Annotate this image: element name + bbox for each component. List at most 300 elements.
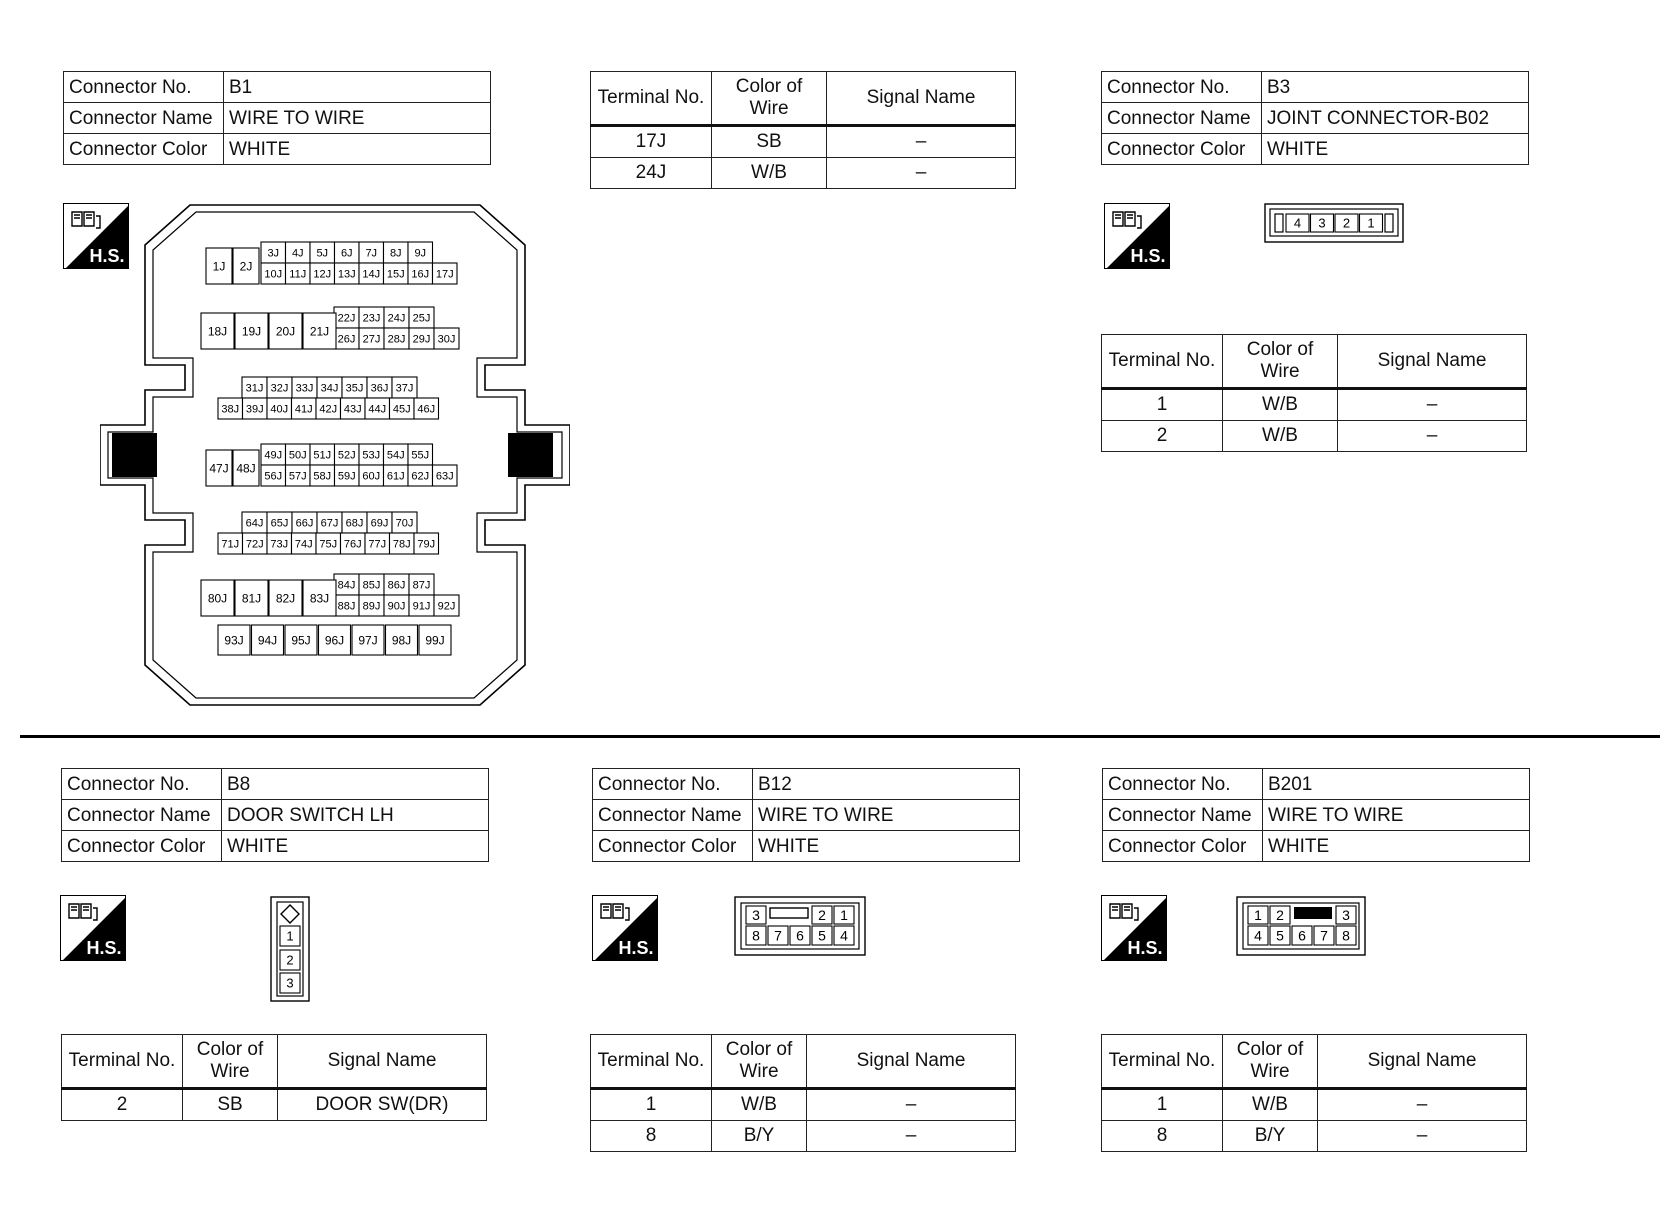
connector-pin [286, 263, 311, 284]
connector-name-label: Connector Name [1102, 103, 1262, 134]
connector-pin-label: 7 [1320, 927, 1328, 944]
connector-pin [335, 465, 360, 486]
connector-pin-label: 99J [425, 633, 445, 648]
table-row [591, 126, 1016, 158]
connector-name-value: WIRE TO WIRE [224, 103, 491, 134]
table-row [591, 1089, 1016, 1121]
connector-pin-label: 49J [264, 449, 283, 462]
connector-name-value: WIRE TO WIRE [753, 800, 1020, 831]
signal-name-header: Signal Name [1338, 335, 1527, 389]
connector-pin [359, 465, 384, 486]
connector-pin [834, 906, 854, 924]
connector-pin-label: 97J [358, 633, 378, 648]
hs-icon [1101, 895, 1167, 961]
signal-cell: – [1338, 421, 1527, 452]
connector-pin-label: 39J [245, 403, 264, 416]
table-row [1102, 389, 1527, 421]
connector-pin [286, 444, 311, 465]
connector-pin [414, 398, 439, 419]
connector-no-label: Connector No. [1102, 72, 1262, 103]
connector-no-value: B1 [224, 72, 491, 103]
connector-pin [252, 625, 284, 655]
connector-color-value: WHITE [753, 831, 1020, 862]
connector-pin-label: 90J [387, 600, 406, 613]
connector-pin [384, 574, 409, 595]
connector-pin-label: 65J [270, 517, 289, 530]
color-of-wire-header: Color of Wire [712, 1035, 807, 1089]
table-row [591, 1121, 1016, 1152]
connector-color-label: Connector Color [593, 831, 753, 862]
connector-pin [419, 625, 451, 655]
connector-pin [365, 533, 390, 554]
connector-pin-label: 87J [412, 579, 431, 592]
connector-pin [267, 533, 292, 554]
connector-pin [390, 398, 415, 419]
terminal-cell: 2 [1102, 421, 1223, 452]
connector-pin [335, 263, 360, 284]
connector-pin-label: 73J [270, 538, 289, 551]
connector-pin-label: 2 [286, 952, 294, 968]
connector-pin-label: 46J [417, 403, 436, 416]
connector-pin-label: 27J [362, 333, 381, 346]
connector-pin [261, 242, 286, 263]
connector-pin [292, 512, 317, 533]
connector-name-value: JOINT CONNECTOR-B02 [1262, 103, 1529, 134]
connector-color-label: Connector Color [1102, 134, 1262, 165]
section-divider [20, 735, 1660, 738]
connector-pin-label: 2J [239, 259, 253, 274]
connector-pin-label: 43J [343, 403, 362, 416]
connector-pin [1336, 906, 1356, 924]
connector-pin-label: 25J [412, 312, 431, 325]
connector-pin-label: 83J [309, 591, 330, 606]
connector-pin-label: 92J [437, 600, 456, 613]
connector-pin-label: 6 [796, 927, 804, 944]
connector-pin-label: 62J [411, 470, 430, 483]
terminal-cell: 1 [1102, 389, 1223, 421]
connector-pin [1248, 906, 1268, 924]
connector-pin [269, 580, 302, 616]
connector-pin-label: 5 [1276, 927, 1284, 944]
connector-name-value: DOOR SWITCH LH [222, 800, 489, 831]
connector-pin [1270, 926, 1290, 945]
connector-pin [834, 926, 854, 945]
connector-pin-label: 94J [257, 633, 278, 648]
connector-pin [201, 313, 234, 349]
signal-cell: – [827, 158, 1016, 189]
connector-pin-label: 40J [270, 403, 289, 416]
connector-pin [341, 533, 366, 554]
connector-info-b8 [61, 768, 489, 862]
signal-cell: – [1318, 1089, 1527, 1121]
connector-pin [206, 450, 232, 486]
connector-pin [384, 242, 409, 263]
connector-pin-label: 8 [1342, 927, 1350, 944]
connector-pin-label: 31J [245, 382, 264, 395]
connector-pin-label: 66J [295, 517, 314, 530]
connector-pin [409, 595, 434, 616]
connector-pin [310, 444, 335, 465]
hs-label: H.S. [86, 938, 122, 958]
terminal-table-b201 [1101, 1034, 1527, 1152]
terminal-no-header: Terminal No. [591, 72, 712, 126]
connector-name-label: Connector Name [593, 800, 753, 831]
connector-pin [390, 533, 415, 554]
connector-pin [243, 533, 268, 554]
terminal-cell: 2 [62, 1089, 183, 1121]
connector-pin [261, 263, 286, 284]
connector-pin [352, 625, 384, 655]
connector-name-label: Connector Name [64, 103, 224, 134]
connector-pin-label: 96J [324, 633, 345, 648]
connector-pin-label: 45J [392, 403, 411, 416]
connector-pin [335, 444, 360, 465]
connector-pin [384, 465, 409, 486]
connector-pin-label: 72J [245, 538, 264, 551]
table-row [1102, 1121, 1527, 1152]
connector-pin [367, 377, 392, 398]
color-of-wire-header: Color of Wire [712, 72, 827, 126]
terminal-table-b8 [61, 1034, 487, 1121]
connector-pin-label: 1J [212, 259, 226, 274]
connector-pin [768, 926, 788, 945]
connector-pin [267, 512, 292, 533]
connector-info-b201 [1102, 768, 1530, 862]
hs-icon [1104, 203, 1170, 269]
connector-pin [812, 906, 832, 924]
connector-pin [269, 313, 302, 349]
connector-name-label: Connector Name [1103, 800, 1263, 831]
signal-cell: – [807, 1089, 1016, 1121]
signal-cell: – [1338, 389, 1527, 421]
connector-pin [384, 444, 409, 465]
connector-pin-label: 88J [337, 600, 356, 613]
connector-pin [280, 926, 300, 946]
connector-pin [433, 263, 458, 284]
connector-no-label: Connector No. [593, 769, 753, 800]
connector-no-label: Connector No. [64, 72, 224, 103]
wire-cell: W/B [712, 158, 827, 189]
connector-pin-label: 1 [286, 928, 294, 944]
terminal-cell: 17J [591, 126, 712, 158]
connector-pin [1248, 926, 1268, 945]
connector-pin [341, 398, 366, 419]
connector-pin-label: 67J [320, 517, 339, 530]
connector-pin [342, 377, 367, 398]
connector-pin [316, 398, 341, 419]
connector-pin [746, 926, 766, 945]
hs-label: H.S. [89, 246, 125, 266]
connector-pin [433, 465, 458, 486]
connector-pin-label: 35J [345, 382, 364, 395]
connector-pin-label: 85J [362, 579, 381, 592]
connector-pin-label: 34J [320, 382, 339, 395]
connector-pin [790, 926, 810, 945]
connector-pin-label: 41J [294, 403, 313, 416]
connector-pin-label: 11J [289, 268, 307, 281]
connector-pin-label: 18J [207, 324, 228, 339]
connector-pin-label: 13J [337, 268, 356, 281]
connector-pin [201, 580, 234, 616]
signal-name-header: Signal Name [807, 1035, 1016, 1089]
connector-info-b12 [592, 768, 1020, 862]
connector-pin [233, 248, 259, 284]
signal-cell: – [807, 1121, 1016, 1152]
connector-pin [392, 512, 417, 533]
connector-pin-label: 1 [1367, 215, 1375, 231]
terminal-no-header: Terminal No. [1102, 335, 1223, 389]
connector-pin [409, 307, 434, 328]
connector-pin-label: 36J [370, 382, 389, 395]
connector-pin [242, 512, 267, 533]
signal-name-header: Signal Name [827, 72, 1016, 126]
connector-face-b1 [100, 200, 570, 710]
connector-pin [1270, 906, 1290, 924]
connector-pin-label: 47J [209, 461, 229, 476]
connector-pin [334, 307, 359, 328]
connector-pin [243, 398, 268, 419]
terminal-table-b1 [590, 71, 1016, 189]
connector-pin-label: 3 [1342, 907, 1350, 924]
signal-cell: – [827, 126, 1016, 158]
signal-cell: – [1318, 1121, 1527, 1152]
wire-cell: SB [183, 1089, 278, 1121]
connector-pin [359, 263, 384, 284]
connector-name-value: WIRE TO WIRE [1263, 800, 1530, 831]
connector-pin-label: 1 [840, 907, 848, 924]
connector-color-value: WHITE [224, 134, 491, 165]
connector-pin-label: 63J [435, 470, 454, 483]
connector-color-value: WHITE [1262, 134, 1529, 165]
connector-pin [1335, 214, 1358, 232]
color-of-wire-header: Color of Wire [1223, 335, 1338, 389]
connector-pin-label: 74J [294, 538, 313, 551]
connector-pin [292, 398, 317, 419]
connector-pin [1292, 926, 1312, 945]
connector-pin [386, 625, 418, 655]
connector-pin [286, 242, 311, 263]
connector-pin [408, 263, 433, 284]
connector-pin [317, 512, 342, 533]
connector-color-label: Connector Color [62, 831, 222, 862]
terminal-cell: 8 [1102, 1121, 1223, 1152]
connector-pin-label: 84J [337, 579, 356, 592]
connector-pin [334, 595, 359, 616]
hs-label: H.S. [1130, 246, 1166, 266]
terminal-cell: 8 [591, 1121, 712, 1152]
connector-pin [384, 263, 409, 284]
connector-pin-label: 98J [391, 633, 412, 648]
connector-pin [235, 313, 268, 349]
connector-no-value: B3 [1262, 72, 1529, 103]
connector-pin-label: 55J [411, 449, 430, 462]
connector-pin-label: 80J [207, 591, 228, 606]
connector-pin [409, 574, 434, 595]
wire-cell: W/B [1223, 1089, 1318, 1121]
connector-pin [408, 242, 433, 263]
connector-pin-label: 26J [337, 333, 356, 346]
connector-pin [408, 465, 433, 486]
connector-info-b1 [63, 71, 491, 165]
connector-pin [218, 398, 243, 419]
connector-pin [316, 533, 341, 554]
connector-pin [1336, 926, 1356, 945]
connector-pin-label: 53J [362, 449, 381, 462]
signal-name-header: Signal Name [278, 1035, 487, 1089]
connector-pin-label: 37J [395, 382, 414, 395]
connector-pin-label: 21J [309, 324, 330, 339]
connector-pin-label: 3 [1318, 215, 1326, 231]
connector-pin-label: 10J [264, 268, 283, 281]
connector-pin [367, 512, 392, 533]
connector-pin-label: 2 [818, 907, 826, 924]
connector-pin-label: 7J [365, 247, 378, 260]
connector-pin-label: 28J [387, 333, 406, 346]
connector-pin [334, 574, 359, 595]
connector-pin [280, 973, 300, 993]
connector-pin-label: 15J [386, 268, 405, 281]
connector-face-b3 [1264, 203, 1404, 243]
terminal-table-b12 [590, 1034, 1016, 1152]
connector-pin [359, 574, 384, 595]
connector-pin-label: 14J [362, 268, 381, 281]
connector-pin-label: 5 [818, 927, 826, 944]
table-row [62, 1089, 487, 1121]
connector-pin [408, 444, 433, 465]
connector-pin [384, 307, 409, 328]
connector-pin-label: 70J [395, 517, 414, 530]
connector-pin-label: 3 [286, 975, 294, 991]
connector-pin [812, 926, 832, 945]
connector-pin [392, 377, 417, 398]
table-row [1102, 421, 1527, 452]
terminal-cell: 1 [591, 1089, 712, 1121]
connector-pin [359, 444, 384, 465]
terminal-no-header: Terminal No. [1102, 1035, 1223, 1089]
connector-pin-label: 3 [752, 907, 760, 924]
connector-pin [319, 625, 351, 655]
hs-label: H.S. [1127, 938, 1163, 958]
connector-pin-label: 23J [362, 312, 381, 325]
connector-pin-label: 30J [437, 333, 456, 346]
connector-pin [359, 242, 384, 263]
wire-cell: SB [712, 126, 827, 158]
connector-name-label: Connector Name [62, 800, 222, 831]
connector-pin [746, 906, 766, 924]
terminal-no-header: Terminal No. [591, 1035, 712, 1089]
connector-pin-label: 79J [417, 538, 436, 551]
hs-icon [592, 895, 658, 961]
connector-pin-label: 9J [414, 247, 427, 260]
connector-face-b201 [1236, 896, 1366, 956]
connector-no-label: Connector No. [62, 769, 222, 800]
connector-pin [342, 512, 367, 533]
connector-face-b8 [270, 896, 310, 1002]
connector-face-b12 [734, 896, 866, 956]
connector-pin [384, 595, 409, 616]
connector-pin-label: 76J [343, 538, 362, 551]
connector-pin-label: 12J [313, 268, 332, 281]
connector-pin-label: 75J [319, 538, 338, 551]
connector-pin [280, 950, 300, 970]
connector-pin [267, 398, 292, 419]
connector-pin [414, 533, 439, 554]
connector-pin-label: 5J [316, 247, 329, 260]
hs-icon [60, 895, 126, 961]
connector-pin-label: 60J [362, 470, 381, 483]
signal-cell: DOOR SW(DR) [278, 1089, 487, 1121]
connector-pin-label: 93J [224, 633, 244, 648]
connector-pin [365, 398, 390, 419]
connector-pin [434, 595, 459, 616]
connector-pin-label: 50J [288, 449, 307, 462]
wire-cell: B/Y [712, 1121, 807, 1152]
connector-pin-label: 7 [774, 927, 782, 944]
connector-no-value: B12 [753, 769, 1020, 800]
connector-pin-label: 32J [270, 382, 289, 395]
connector-pin-label: 24J [387, 312, 406, 325]
terminal-cell: 1 [1102, 1089, 1223, 1121]
connector-pin [242, 377, 267, 398]
connector-pin [235, 580, 268, 616]
connector-pin [1286, 214, 1309, 232]
terminal-table-b3 [1101, 334, 1527, 452]
connector-pin [303, 313, 336, 349]
connector-pin-label: 48J [236, 461, 256, 476]
connector-pin-label: 16J [411, 268, 430, 281]
connector-pin [310, 465, 335, 486]
connector-pin-label: 86J [387, 579, 406, 592]
connector-pin-label: 58J [313, 470, 332, 483]
connector-pin-label: 89J [362, 600, 381, 613]
connector-pin-label: 6J [340, 247, 353, 260]
connector-pin [384, 328, 409, 349]
connector-pin-label: 42J [319, 403, 338, 416]
connector-pin-label: 59J [337, 470, 356, 483]
connector-pin [285, 625, 317, 655]
color-of-wire-header: Color of Wire [183, 1035, 278, 1089]
connector-pin [286, 465, 311, 486]
connector-pin [335, 242, 360, 263]
connector-info-b3 [1101, 71, 1529, 165]
connector-pin-label: 38J [221, 403, 240, 416]
wire-cell: B/Y [1223, 1121, 1318, 1152]
connector-pin [359, 328, 384, 349]
hs-label: H.S. [618, 938, 654, 958]
connector-pin [359, 307, 384, 328]
connector-pin-label: 56J [264, 470, 283, 483]
connector-no-value: B201 [1263, 769, 1530, 800]
connector-color-value: WHITE [1263, 831, 1530, 862]
connector-color-label: Connector Color [64, 134, 224, 165]
connector-pin [261, 465, 286, 486]
connector-pin-label: 57J [288, 470, 307, 483]
connector-pin [233, 450, 259, 486]
color-of-wire-header: Color of Wire [1223, 1035, 1318, 1089]
signal-name-header: Signal Name [1318, 1035, 1527, 1089]
table-row [591, 158, 1016, 189]
connector-pin-label: 4 [1254, 927, 1262, 944]
connector-pin-label: 52J [337, 449, 356, 462]
connector-pin [218, 625, 250, 655]
connector-color-value: WHITE [222, 831, 489, 862]
connector-pin-label: 19J [241, 324, 262, 339]
connector-pin-label: 20J [275, 324, 296, 339]
wire-cell: W/B [1223, 421, 1338, 452]
connector-pin-label: 22J [337, 312, 356, 325]
connector-pin-label: 4J [291, 247, 304, 260]
connector-pin-label: 64J [245, 517, 264, 530]
